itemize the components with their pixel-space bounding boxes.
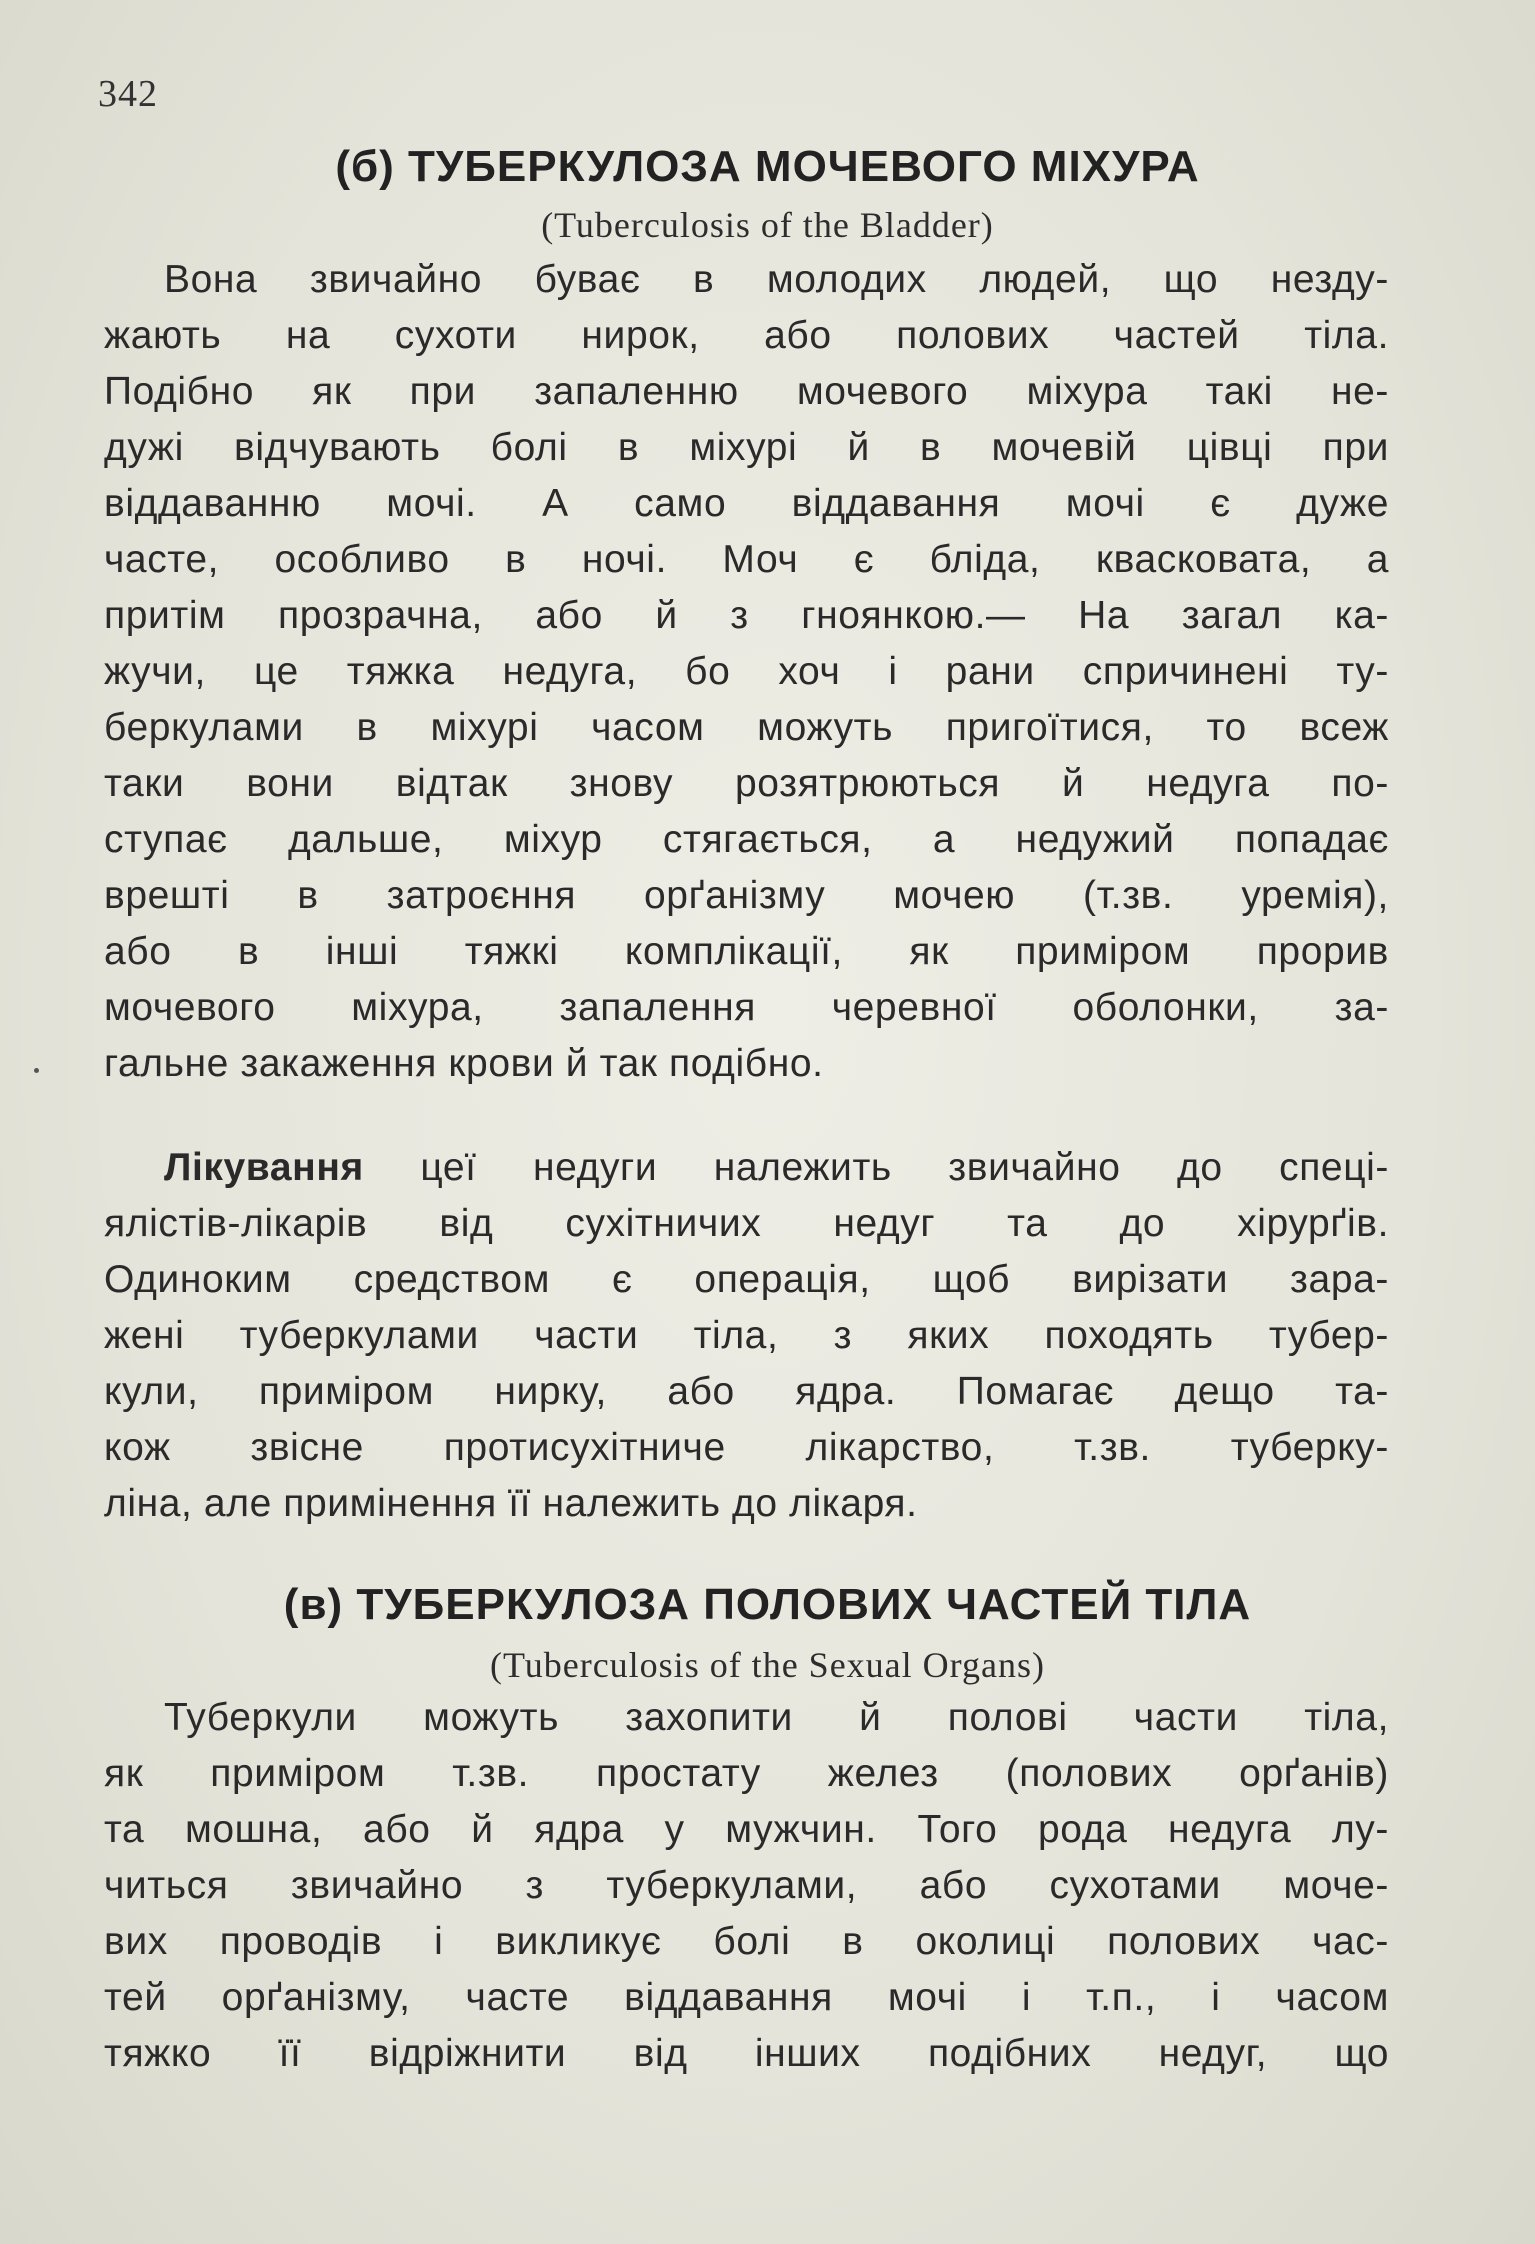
text-line: ступає дальше, міхур стягається, а недужий попадає [104,818,1389,861]
text-line: Вона звичайно буває в молодих людей, що незду- [164,258,1389,301]
text-line: таки вони відтак знову розятрюються й недуга по- [104,762,1389,805]
treatment-paragraph [104,1140,1389,1532]
text-line: мочевого міхура, запалення черевної оболонки, за- [104,986,1389,1029]
treatment-first-line-rest: цеї недуги належить звичайно до спеці- [363,1146,1389,1189]
text-line: ялістів-лікарів від сухітничих недуг та до хірурґів. [104,1202,1389,1245]
treatment-lead-word: Лікування [164,1146,364,1189]
text-line: жені туберкулами части тіла, з яких походять тубер- [104,1314,1389,1357]
text-line: врешті в затроєння орґанізму мочею (т.зв. уремія), [104,874,1389,917]
text-line: читься звичайно з туберкулами, або сухотами моче- [104,1864,1389,1907]
text-line: беркулами в міхурі часом можуть пригоїтися, то всеж [104,706,1389,749]
text-line: жають на сухоти нирок, або полових частей тіла. [104,314,1389,357]
text-line: притім прозрачна, або й з гноянкою.— На загал ка- [104,594,1389,637]
section-b-subheading: (Tuberculosis of the Bladder) [541,205,994,245]
text-line: кули, приміром нирку, або ядра. Помагає дещо та- [104,1370,1389,1413]
text-line: тей орґанізму, часте віддавання мочі і т.п., і часом [104,1976,1389,2019]
section-b-heading: (б) ТУБЕРКУЛОЗА МОЧЕВОГО МІХУРА [335,142,1200,191]
margin-speck [34,1068,39,1073]
section-v-heading: (в) ТУБЕРКУЛОЗА ПОЛОВИХ ЧАСТЕЙ ТІЛА [283,1580,1252,1629]
text-line: Подібно як при запаленню мочевого міхура такі не- [104,370,1389,413]
text-line: гальне закаження крови й так подібно. [104,1042,824,1085]
text-line: часте, особливо в ночі. Моч є бліда, квасковата, а [104,538,1389,581]
section-v-subheading: (Tuberculosis of the Sexual Organs) [490,1645,1045,1685]
text-line: дужі відчувають болі в міхурі й в мочевій цівці при [104,426,1389,469]
text-line: жучи, це тяжка недуга, бо хоч і рани спричинені ту- [104,650,1389,693]
text-line: вих проводів і викликує болі в околиці полових час- [104,1920,1389,1963]
text-line: як приміром т.зв. простату желез (полових орґанів) [104,1752,1389,1795]
text-line [104,1140,1389,1196]
text-line: Одиноким средством є операція, щоб вирізати зара- [104,1258,1389,1301]
text-line: кож звісне протисухітниче лікарство, т.зв. туберку- [104,1426,1389,1469]
section-v-paragraph [104,1690,1389,2082]
section-b-paragraph [104,252,1389,1092]
text-line: тяжко її відріжнити від інших подібних недуг, що [104,2032,1389,2075]
text-line: віддаванню мочі. А само віддавання мочі є дуже [104,482,1389,525]
page-number: 342 [98,73,158,115]
text-line: або в інші тяжкі комплікації, як приміром прорив [104,930,1389,973]
text-line: та мошна, або й ядра у мужчин. Того рода недуга лу- [104,1808,1389,1851]
text-line: ліна, але примінення її належить до лікаря. [104,1482,918,1525]
text-line: Туберкули можуть захопити й полові части тіла, [164,1696,1389,1739]
